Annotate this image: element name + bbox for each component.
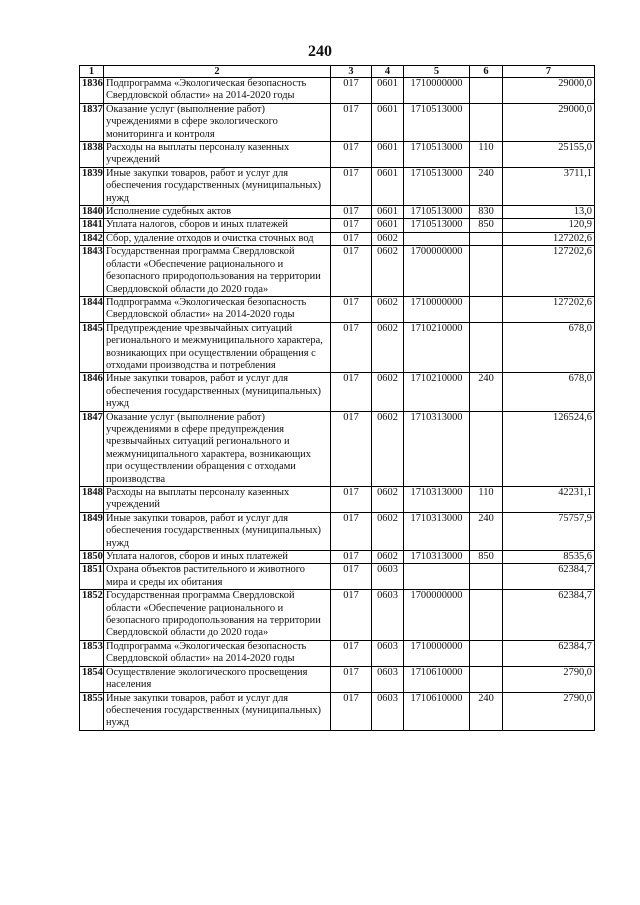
row-code-6 bbox=[470, 322, 503, 373]
row-code-6 bbox=[470, 78, 503, 104]
budget-table bbox=[79, 65, 595, 731]
row-name: Подпрограмма «Экологическая безопасность Свердловской области» на 2014-2020 годы bbox=[104, 78, 331, 104]
row-name: Оказание услуг (выполнение работ) учреждениями в сфере экологического мониторинга и контроля bbox=[104, 103, 331, 141]
row-number: 1837 bbox=[80, 103, 104, 141]
table-row bbox=[80, 411, 595, 486]
row-amount: 2790,0 bbox=[503, 666, 595, 692]
row-code-4: 0602 bbox=[372, 487, 404, 513]
row-code-6: 850 bbox=[470, 219, 503, 232]
table-row bbox=[80, 219, 595, 232]
row-code-6: 240 bbox=[470, 512, 503, 550]
row-code-4: 0602 bbox=[372, 411, 404, 486]
row-code-5: 1700000000 bbox=[404, 590, 470, 641]
row-amount: 29000,0 bbox=[503, 78, 595, 104]
row-code-4: 0601 bbox=[372, 142, 404, 168]
row-name: Исполнение судебных актов bbox=[104, 206, 331, 219]
row-amount: 13,0 bbox=[503, 206, 595, 219]
row-code-3: 017 bbox=[331, 232, 372, 245]
row-code-5: 1710313000 bbox=[404, 487, 470, 513]
row-code-3: 017 bbox=[331, 167, 372, 205]
row-code-6 bbox=[470, 564, 503, 590]
row-name: Подпрограмма «Экологическая безопасность Свердловской области» на 2014-2020 годы bbox=[104, 640, 331, 666]
row-code-3: 017 bbox=[331, 246, 372, 297]
row-code-3: 017 bbox=[331, 487, 372, 513]
row-code-4: 0601 bbox=[372, 167, 404, 205]
row-code-6 bbox=[470, 103, 503, 141]
row-code-3: 017 bbox=[331, 640, 372, 666]
row-code-6 bbox=[470, 411, 503, 486]
row-code-6: 830 bbox=[470, 206, 503, 219]
row-amount: 3711,1 bbox=[503, 167, 595, 205]
row-number: 1852 bbox=[80, 590, 104, 641]
table-row bbox=[80, 564, 595, 590]
table-row bbox=[80, 640, 595, 666]
row-code-4: 0601 bbox=[372, 78, 404, 104]
row-number: 1843 bbox=[80, 246, 104, 297]
row-code-5: 1710513000 bbox=[404, 167, 470, 205]
row-code-4: 0601 bbox=[372, 219, 404, 232]
row-number: 1848 bbox=[80, 487, 104, 513]
row-code-5: 1710313000 bbox=[404, 411, 470, 486]
row-amount: 127202,6 bbox=[503, 232, 595, 245]
table-row bbox=[80, 666, 595, 692]
row-amount: 62384,7 bbox=[503, 564, 595, 590]
row-number: 1836 bbox=[80, 78, 104, 104]
row-name: Государственная программа Свердловской области «Обеспечение рационального и безопасного природопользования на территории Свердловской области до 2020 года» bbox=[104, 246, 331, 297]
row-number: 1841 bbox=[80, 219, 104, 232]
row-code-3: 017 bbox=[331, 103, 372, 141]
row-code-5: 1710000000 bbox=[404, 296, 470, 322]
row-name: Иные закупки товаров, работ и услуг для обеспечения государственных (муниципальных) нужд bbox=[104, 167, 331, 205]
row-code-5: 1710313000 bbox=[404, 512, 470, 550]
row-code-4: 0602 bbox=[372, 322, 404, 373]
row-name: Оказание услуг (выполнение работ) учреждениями в сфере предупреждения чрезвычайных ситуаций регионального и межмуниципального характера, возникающих при осуществлении обращения с отходами производства bbox=[104, 411, 331, 486]
row-code-3: 017 bbox=[331, 512, 372, 550]
row-name: Сбор, удаление отходов и очистка сточных вод bbox=[104, 232, 331, 245]
row-code-3: 017 bbox=[331, 692, 372, 730]
table-header-row bbox=[80, 66, 595, 78]
row-code-6 bbox=[470, 296, 503, 322]
table-row bbox=[80, 551, 595, 564]
row-code-4: 0602 bbox=[372, 551, 404, 564]
row-code-6 bbox=[470, 640, 503, 666]
row-amount: 126524,6 bbox=[503, 411, 595, 486]
row-amount: 8535,6 bbox=[503, 551, 595, 564]
row-code-3: 017 bbox=[331, 411, 372, 486]
row-number: 1840 bbox=[80, 206, 104, 219]
row-code-5: 1710610000 bbox=[404, 692, 470, 730]
table-row bbox=[80, 206, 595, 219]
page-number: 240 bbox=[308, 43, 332, 60]
row-code-5: 1710210000 bbox=[404, 322, 470, 373]
table-row bbox=[80, 103, 595, 141]
row-number: 1839 bbox=[80, 167, 104, 205]
row-amount: 25155,0 bbox=[503, 142, 595, 168]
row-name: Иные закупки товаров, работ и услуг для обеспечения государственных (муниципальных) нужд bbox=[104, 512, 331, 550]
row-code-5: 1700000000 bbox=[404, 246, 470, 297]
row-amount: 127202,6 bbox=[503, 246, 595, 297]
row-code-4: 0601 bbox=[372, 103, 404, 141]
row-code-3: 017 bbox=[331, 590, 372, 641]
row-number: 1855 bbox=[80, 692, 104, 730]
table-row bbox=[80, 373, 595, 411]
col-header-7: 7 bbox=[503, 66, 595, 78]
col-header-1: 1 bbox=[80, 66, 104, 78]
row-code-5: 1710513000 bbox=[404, 219, 470, 232]
table-row bbox=[80, 232, 595, 245]
row-amount: 678,0 bbox=[503, 373, 595, 411]
row-name: Расходы на выплаты персоналу казенных учреждений bbox=[104, 142, 331, 168]
table-row bbox=[80, 692, 595, 730]
row-code-5: 1710513000 bbox=[404, 206, 470, 219]
row-amount: 75757,9 bbox=[503, 512, 595, 550]
row-name: Иные закупки товаров, работ и услуг для обеспечения государственных (муниципальных) нужд bbox=[104, 692, 331, 730]
row-code-4: 0602 bbox=[372, 232, 404, 245]
row-amount: 42231,1 bbox=[503, 487, 595, 513]
row-code-6: 110 bbox=[470, 142, 503, 168]
row-code-3: 017 bbox=[331, 142, 372, 168]
table-row bbox=[80, 167, 595, 205]
col-header-5: 5 bbox=[404, 66, 470, 78]
row-code-3: 017 bbox=[331, 219, 372, 232]
row-name: Государственная программа Свердловской области «Обеспечение рационального и безопасного природопользования на территории Свердловской области до 2020 года» bbox=[104, 590, 331, 641]
row-amount: 127202,6 bbox=[503, 296, 595, 322]
row-code-4: 0602 bbox=[372, 296, 404, 322]
table-row bbox=[80, 487, 595, 513]
table-row bbox=[80, 590, 595, 641]
row-code-6: 240 bbox=[470, 692, 503, 730]
row-code-6: 110 bbox=[470, 487, 503, 513]
table-body bbox=[80, 78, 595, 731]
row-name: Расходы на выплаты персоналу казенных учреждений bbox=[104, 487, 331, 513]
row-code-3: 017 bbox=[331, 78, 372, 104]
table-row bbox=[80, 512, 595, 550]
row-number: 1850 bbox=[80, 551, 104, 564]
row-amount: 29000,0 bbox=[503, 103, 595, 141]
row-code-3: 017 bbox=[331, 666, 372, 692]
row-name: Подпрограмма «Экологическая безопасность Свердловской области» на 2014-2020 годы bbox=[104, 296, 331, 322]
col-header-2: 2 bbox=[104, 66, 331, 78]
row-code-5: 1710000000 bbox=[404, 78, 470, 104]
table-row bbox=[80, 142, 595, 168]
row-amount: 2790,0 bbox=[503, 692, 595, 730]
row-name: Уплата налогов, сборов и иных платежей bbox=[104, 551, 331, 564]
row-code-4: 0602 bbox=[372, 373, 404, 411]
row-code-6 bbox=[470, 590, 503, 641]
row-name: Уплата налогов, сборов и иных платежей bbox=[104, 219, 331, 232]
row-code-3: 017 bbox=[331, 564, 372, 590]
row-code-5 bbox=[404, 232, 470, 245]
col-header-3: 3 bbox=[331, 66, 372, 78]
table-row bbox=[80, 322, 595, 373]
row-code-3: 017 bbox=[331, 551, 372, 564]
row-code-5: 1710000000 bbox=[404, 640, 470, 666]
row-number: 1842 bbox=[80, 232, 104, 245]
row-code-5: 1710513000 bbox=[404, 142, 470, 168]
col-header-4: 4 bbox=[372, 66, 404, 78]
row-code-5 bbox=[404, 564, 470, 590]
row-code-5: 1710610000 bbox=[404, 666, 470, 692]
row-name: Иные закупки товаров, работ и услуг для обеспечения государственных (муниципальных) нужд bbox=[104, 373, 331, 411]
row-amount: 678,0 bbox=[503, 322, 595, 373]
row-code-4: 0603 bbox=[372, 564, 404, 590]
row-name: Предупреждение чрезвычайных ситуаций регионального и межмуниципального характера, возникающих при осуществлении обращения с отходами производства и потребления bbox=[104, 322, 331, 373]
row-code-6 bbox=[470, 666, 503, 692]
row-code-4: 0602 bbox=[372, 246, 404, 297]
row-code-6 bbox=[470, 232, 503, 245]
row-code-6: 850 bbox=[470, 551, 503, 564]
row-number: 1844 bbox=[80, 296, 104, 322]
row-code-5: 1710210000 bbox=[404, 373, 470, 411]
row-code-4: 0603 bbox=[372, 590, 404, 641]
row-amount: 120,9 bbox=[503, 219, 595, 232]
row-code-5: 1710313000 bbox=[404, 551, 470, 564]
table-row bbox=[80, 296, 595, 322]
row-code-3: 017 bbox=[331, 373, 372, 411]
row-code-3: 017 bbox=[331, 296, 372, 322]
row-number: 1853 bbox=[80, 640, 104, 666]
row-number: 1854 bbox=[80, 666, 104, 692]
row-name: Охрана объектов растительного и животного мира и среды их обитания bbox=[104, 564, 331, 590]
row-number: 1838 bbox=[80, 142, 104, 168]
row-code-6: 240 bbox=[470, 167, 503, 205]
row-code-3: 017 bbox=[331, 206, 372, 219]
row-number: 1846 bbox=[80, 373, 104, 411]
row-code-6 bbox=[470, 246, 503, 297]
table-row bbox=[80, 78, 595, 104]
row-code-4: 0603 bbox=[372, 640, 404, 666]
row-code-3: 017 bbox=[331, 322, 372, 373]
row-code-5: 1710513000 bbox=[404, 103, 470, 141]
row-number: 1849 bbox=[80, 512, 104, 550]
row-number: 1847 bbox=[80, 411, 104, 486]
row-name: Осуществление экологического просвещения населения bbox=[104, 666, 331, 692]
row-code-6: 240 bbox=[470, 373, 503, 411]
row-amount: 62384,7 bbox=[503, 640, 595, 666]
row-code-4: 0603 bbox=[372, 666, 404, 692]
row-code-4: 0601 bbox=[372, 206, 404, 219]
row-number: 1851 bbox=[80, 564, 104, 590]
table-row bbox=[80, 246, 595, 297]
col-header-6: 6 bbox=[470, 66, 503, 78]
row-code-4: 0603 bbox=[372, 692, 404, 730]
row-number: 1845 bbox=[80, 322, 104, 373]
row-code-4: 0602 bbox=[372, 512, 404, 550]
row-amount: 62384,7 bbox=[503, 590, 595, 641]
